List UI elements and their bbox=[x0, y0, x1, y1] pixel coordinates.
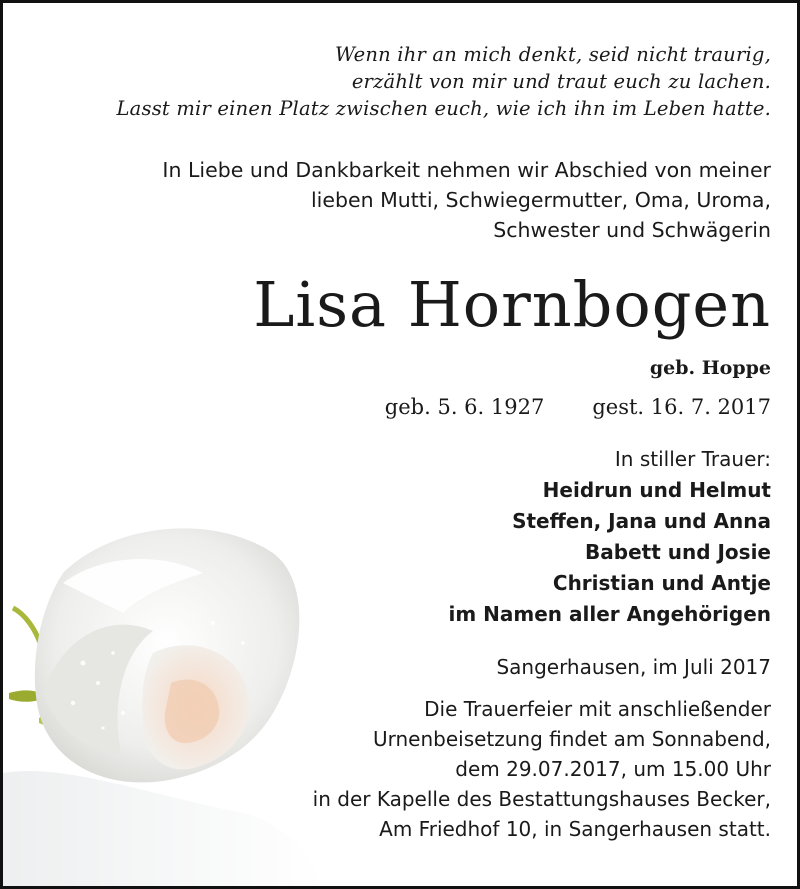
funeral-service-info bbox=[313, 652, 771, 844]
poem-line: erzählt von mir und traut euch zu lachen. bbox=[351, 70, 771, 93]
mourner-name: Christian und Antje bbox=[552, 571, 771, 595]
service-line: in der Kapelle des Bestattungshauses Becker, bbox=[312, 787, 771, 811]
life-dates bbox=[385, 392, 771, 422]
poem-line: Lasst mir einen Platz zwischen euch, wie ich ihn im Leben hatte. bbox=[116, 97, 771, 120]
intro-line: Schwester und Schwägerin bbox=[493, 218, 771, 242]
mourner-name: Steffen, Jana und Anna bbox=[512, 509, 771, 533]
intro-line: In Liebe und Dankbarkeit nehmen wir Abschied von meiner bbox=[162, 158, 771, 182]
service-line: Die Trauerfeier mit anschließender bbox=[424, 697, 771, 721]
mourners-heading: In stiller Trauer: bbox=[614, 447, 771, 471]
deceased-name: Lisa Hornbogen bbox=[253, 268, 771, 341]
white-rose-image bbox=[3, 513, 323, 886]
service-line: Am Friedhof 10, in Sangerhausen statt. bbox=[379, 817, 771, 841]
poem bbox=[117, 41, 771, 122]
mourner-names bbox=[448, 475, 771, 630]
intro-line: lieben Mutti, Schwiegermutter, Oma, Uroma, bbox=[310, 188, 771, 212]
service-line: dem 29.07.2017, um 15.00 Uhr bbox=[455, 757, 771, 781]
mourner-name: Heidrun und Helmut bbox=[542, 478, 771, 502]
mourners bbox=[448, 444, 771, 630]
mourner-name: Babett und Josie bbox=[585, 540, 771, 564]
birth-date: geb. 5. 6. 1927 bbox=[384, 395, 545, 419]
service-line: Urnenbeisetzung findet am Sonnabend, bbox=[372, 727, 771, 751]
place-date: Sangerhausen, im Juli 2017 bbox=[496, 655, 771, 679]
maiden-name: geb. Hoppe bbox=[649, 357, 771, 379]
farewell-intro bbox=[162, 155, 771, 245]
death-date: gest. 16. 7. 2017 bbox=[592, 395, 771, 419]
poem-line: Wenn ihr an mich denkt, seid nicht traurig, bbox=[334, 43, 771, 66]
mourner-name: im Namen aller Angehörigen bbox=[448, 602, 771, 626]
